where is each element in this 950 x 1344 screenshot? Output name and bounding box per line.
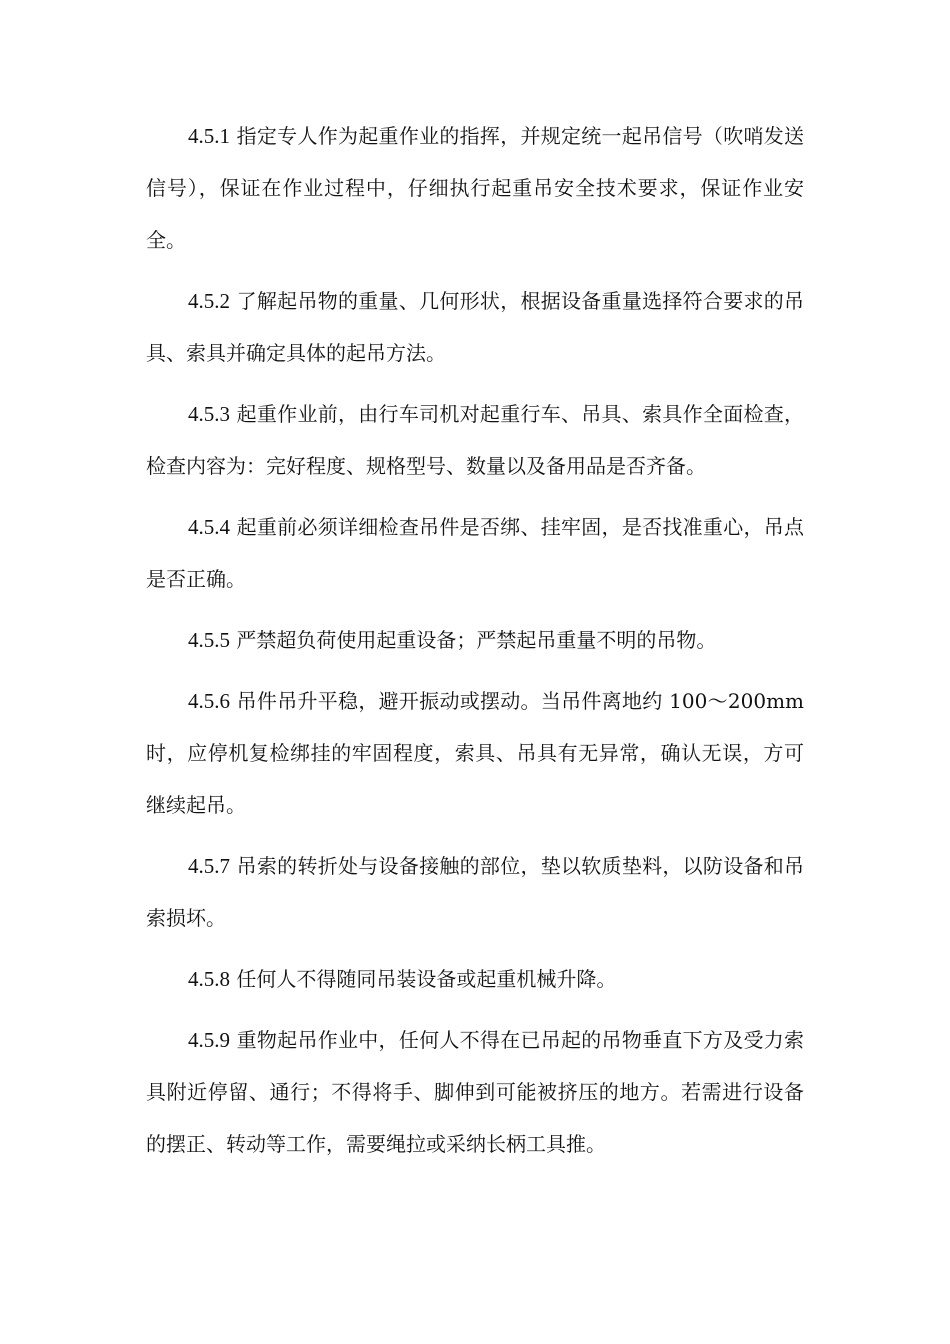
clause-number: 4.5.3 [188,402,230,426]
clause-number: 4.5.8 [188,967,230,991]
clause-number: 4.5.9 [188,1028,230,1052]
paragraph-4-5-1 [146,110,804,266]
paragraph-4-5-5 [146,614,804,666]
paragraph-text: 起重前必须详细检查吊件是否绑、挂牢固，是否找准重心，吊点是否正确。 [146,515,805,591]
paragraph-text: 起重作业前，由行车司机对起重行车、吊具、索具作全面检查，检查内容为：完好程度、规格型号、数量以及备用品是否齐备。 [146,402,805,478]
paragraph-4-5-6 [146,675,804,831]
paragraph-text: 吊件吊升平稳，避开振动或摆动。当吊件离地约 100～200mm 时，应停机复检绑挂的牢固程度，索具、吊具有无异常，确认无误，方可继续起吊。 [146,689,804,817]
paragraph-text: 指定专人作为起重作业的指挥，并规定统一起吊信号（吹哨发送信号），保证在作业过程中，仔细执行起重吊安全技术要求，保证作业安全。 [146,124,805,252]
paragraph-4-5-4 [146,501,804,605]
paragraph-text: 任何人不得随同吊装设备或起重机械升降。 [236,967,617,991]
document-page [146,110,804,1179]
paragraph-4-5-7 [146,840,804,944]
clause-number: 4.5.5 [188,628,230,652]
paragraph-4-5-9 [146,1014,804,1170]
paragraph-text: 吊索的转折处与设备接触的部位，垫以软质垫料，以防设备和吊索损坏。 [146,854,805,930]
clause-number: 4.5.1 [188,124,230,148]
clause-number: 4.5.4 [188,515,230,539]
paragraph-4-5-8 [146,953,804,1005]
paragraph-text: 重物起吊作业中，任何人不得在已吊起的吊物垂直下方及受力索具附近停留、通行；不得将手、脚伸到可能被挤压的地方。若需进行设备的摆正、转动等工作，需要绳拉或采纳长柄工具推。 [146,1028,805,1156]
paragraph-4-5-2 [146,275,804,379]
clause-number: 4.5.6 [188,689,230,713]
clause-number: 4.5.7 [188,854,230,878]
paragraph-4-5-3 [146,388,804,492]
clause-number: 4.5.2 [188,289,230,313]
paragraph-text: 严禁超负荷使用起重设备；严禁起吊重量不明的吊物。 [236,628,717,652]
paragraph-text: 了解起吊物的重量、几何形状，根据设备重量选择符合要求的吊具、索具并确定具体的起吊方法。 [146,289,805,365]
